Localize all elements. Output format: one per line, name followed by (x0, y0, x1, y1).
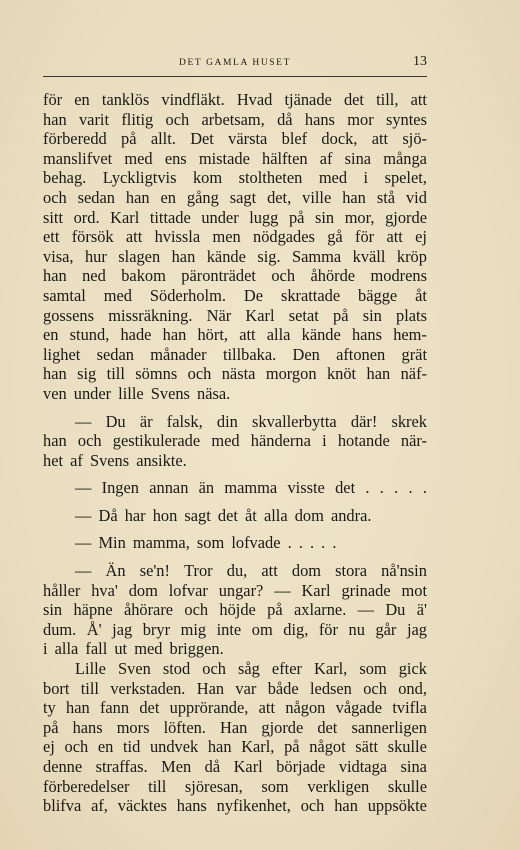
text-line: — Du är falsk, din skvallerbytta där! skrek (75, 411, 427, 431)
page-number: 13 (413, 54, 427, 69)
text-line: gossens missräkning. När Karl setat på sin plats (43, 305, 427, 325)
text-line: visa, hur slagen han kände sig. Samma kväll kröp (43, 246, 427, 266)
paragraph-gap (43, 498, 427, 506)
text-line: han ned bakom päronträdet och åhörde modrens (43, 266, 427, 286)
text-line: han sig till sömns och nästa morgon knöt han näf- (43, 364, 427, 384)
running-title: DET GAMLA HUSET (179, 58, 291, 68)
text-line: manslifvet med ens mistade hälften af sina många (43, 148, 427, 168)
text-line: — Än se'n! Tror du, att dom stora nå'nsin (75, 561, 427, 581)
page-header (43, 52, 427, 77)
text-line: ett försök att hvissla men nödgades gå för att ej (43, 227, 427, 247)
body-text (43, 90, 427, 816)
text-line: ej och en tid undvek han Karl, på något sätt skulle (43, 737, 427, 757)
text-line: han och gestikulerade med händerna i hotande när- (43, 431, 427, 451)
text-line: ven under lille Svens näsa. (43, 383, 231, 403)
text-line: sitt ord. Karl tittade under lugg på sin mor, gjorde (43, 207, 427, 227)
paragraph-gap (43, 525, 427, 533)
text-line: förberedd på allt. Det värsta blef dock, att sjö- (43, 129, 427, 149)
text-line: — Ingen annan än mamma visste det . . . . . (75, 478, 427, 498)
text-line: behag. Lyckligtvis kom stoltheten med i spelet, (43, 168, 427, 188)
text-line: förberedelser till sjöresan, som verkligen skulle (43, 776, 427, 796)
text-line: håller hva' dom lofvar ungar? — Karl grinade mot (43, 580, 427, 600)
text-line: han varit flitig och arbetsam, då hans mor syntes (43, 109, 427, 129)
text-line: — Min mamma, som lofvade . . . . . (75, 533, 337, 553)
text-line: lighet sedan månader tillbaka. Den aftonen grät (43, 344, 427, 364)
text-line: i alla fall ut med briggen. (43, 639, 224, 659)
text-line: bort till verkstaden. Han var både ledsen och ond, (43, 678, 427, 698)
text-line: het af Svens ansikte. (43, 450, 187, 470)
text-line: och sedan han en gång sagt det, ville han stå vid (43, 187, 427, 207)
text-line: — Då har hon sagt det åt alla dom andra. (75, 505, 372, 525)
text-line: sin häpne åhörare och höjde på axlarne. — Du ä' (43, 600, 427, 620)
text-line: blifva af, väcktes hans nyfikenhet, och han uppsökte (43, 796, 427, 816)
paragraph-gap (43, 553, 427, 561)
text-line: dum. Å' jag bryr mig inte om dig, för nu går jag (43, 619, 427, 639)
text-line: samtal med Söderholm. De skrattade bägge åt (43, 285, 427, 305)
paragraph-gap (43, 404, 427, 412)
text-line: denne straffas. Men då Karl började vidtaga sina (43, 757, 427, 776)
paragraph-gap (43, 470, 427, 478)
text-line: för en tanklös vindfläkt. Hvad tjänade det till, att (43, 90, 427, 109)
text-line: en stund, hade han hört, att alla kände hans hem- (43, 325, 427, 345)
text-line: ty han fann det upprörande, att någon vågade tvifla (43, 698, 427, 718)
text-line: på hans mors löften. Han gjorde det sannerligen (43, 717, 427, 737)
text-line: Lille Sven stod och såg efter Karl, som gick (75, 659, 427, 679)
